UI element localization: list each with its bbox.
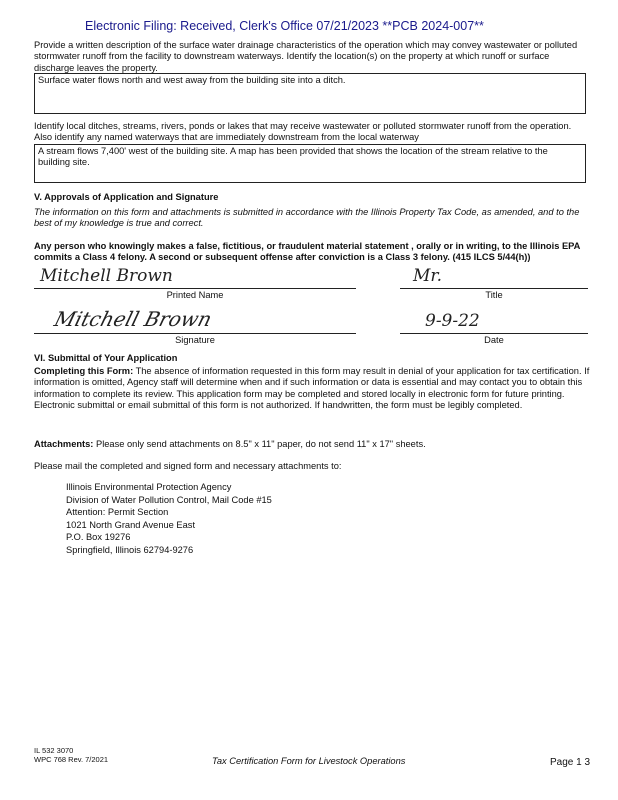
completing-label: Completing this Form: <box>34 366 134 376</box>
form-id-block <box>34 746 108 764</box>
page-number: Page 1 3 <box>550 757 591 768</box>
printed-name-label: Printed Name <box>166 290 224 300</box>
section-vi-heading: VI. Submittal of Your Application <box>34 353 178 363</box>
attachments-text: Please only send attachments on 8.5" x 11" paper, do not send 11" x 17" sheets. <box>93 439 426 449</box>
attachments-label: Attachments: <box>34 439 94 449</box>
completing-text: The absence of information requested in this form may result in denial of your application for tax certification. If information is omitted, Agency staff will determine when and if such information or data is essential and may contact you to obtain this information to complete its review. This application form may be completed and stored locally in electronic form for future printing. Electronic submittal or email submittal of this form is not authorized. If handwritten, the form must be legibly completed. <box>34 366 590 410</box>
filing-stamp: Electronic Filing: Received, Clerk's Office 07/21/2023 **PCB 2024-007** <box>85 19 484 33</box>
mail-instruction: Please mail the completed and signed form and necessary attachments to: <box>34 461 342 471</box>
felony-warning: Any person who knowingly makes a false, fictitious, or fraudulent material statement , orally or in writing, to the Illinois EPA commits a Class 4 felony. A second or subsequent offense after conviction is a Class 3 felony. (415 ILCS 5/44(h)) <box>34 241 581 263</box>
answer-drainage: Surface water flows north and west away from the building site into a ditch. <box>34 73 586 114</box>
section-v-heading: V. Approvals of Application and Signature <box>34 192 219 202</box>
form-revision: WPC 768 Rev. 7/2021 <box>34 755 109 764</box>
question-drainage: Provide a written description of the surface water drainage characteristics of the operation which may convey wastewater or polluted stormwater runoff from the facility to downstream waterways. Identify the location(s) on the property at which runoff or surface discharge leaves the property. <box>34 40 578 73</box>
printed-name-value: Mitchell Brown <box>40 266 173 286</box>
address-line: Springfield, Illinois 62794-9276 <box>66 544 194 555</box>
certification-statement: The information on this form and attachments is submitted in accordance with the Illinois Property Tax Code, as amended, and to the best of my knowledge is true and correct. <box>34 207 580 229</box>
footer-title: Tax Certification Form for Livestock Operations <box>212 756 406 766</box>
title-value: Mr. <box>413 266 443 286</box>
date-label: Date <box>484 335 504 345</box>
address-line: 1021 North Grand Avenue East <box>66 519 196 530</box>
address-line: Attention: Permit Section <box>66 507 169 517</box>
answer-waterways: A stream flows 7,400' west of the building site. A map has been provided that shows the location of the stream relative to the building site. <box>34 144 586 183</box>
question-waterways: Identify local ditches, streams, rivers, ponds or lakes that may receive wastewater or polluted stormwater runoff from the operation. Also identify any named waterways that are immediately downstream from the local waterway <box>34 121 572 143</box>
address-line: Illinois Environmental Protection Agency <box>66 482 232 492</box>
completing-paragraph <box>34 366 590 411</box>
attachments-paragraph <box>34 439 590 450</box>
mailing-address <box>66 481 272 556</box>
date-value: 9-9-22 <box>425 311 480 331</box>
address-line: Division of Water Pollution Control, Mail Code #15 <box>66 494 272 505</box>
signature-label: Signature <box>175 335 215 345</box>
address-line: P.O. Box 19276 <box>66 532 131 542</box>
title-label: Title <box>485 290 503 300</box>
form-id: IL 532 3070 <box>34 746 74 755</box>
signature-value: Mitchell Brown <box>51 307 215 331</box>
